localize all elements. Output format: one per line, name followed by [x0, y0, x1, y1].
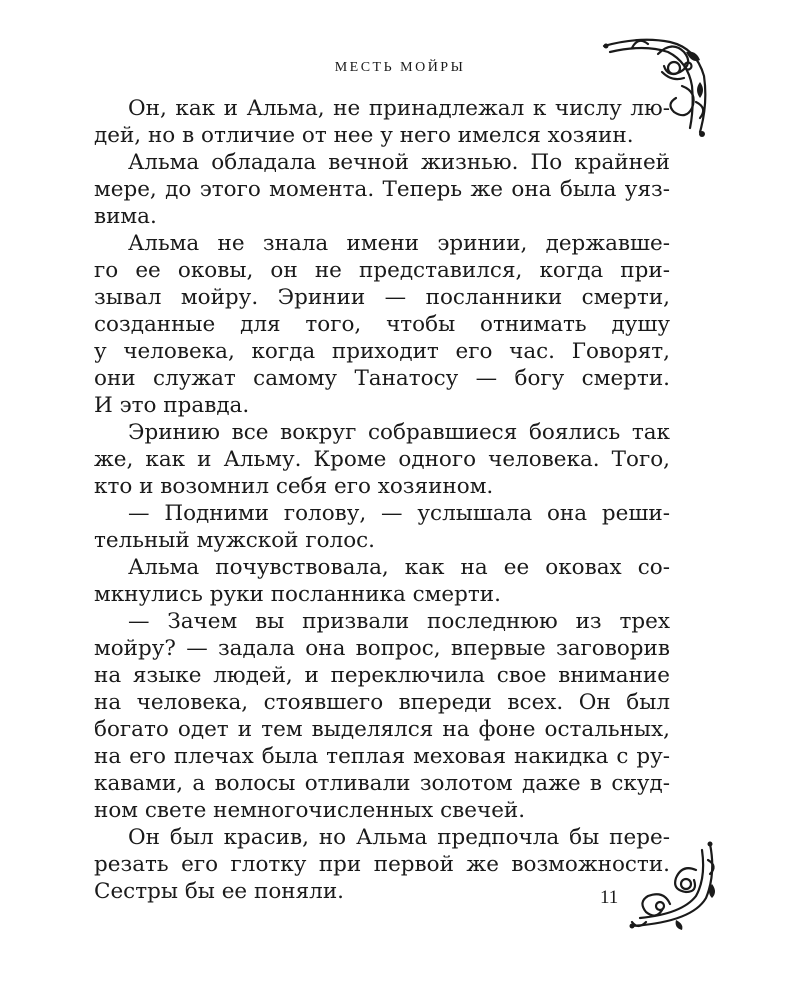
- text-line: мере, до этого момента. Теперь же она была уяз-: [94, 177, 670, 202]
- text-line: они служат самому Танатосу — богу смерти.: [94, 366, 670, 391]
- paragraph: [94, 149, 670, 230]
- paragraph: [94, 419, 670, 500]
- text-line: у человека, когда приходит его час. Говорят,: [94, 339, 670, 364]
- paragraph: [94, 554, 670, 608]
- text-line: Альма не знала имени эринии, державше-: [128, 231, 670, 256]
- text-line: кто и возомнил себя его хозяином.: [94, 474, 494, 499]
- text-line: — Подними голову, — услышала она реши-: [128, 501, 670, 526]
- text-line: мкнулись руки посланника смерти.: [94, 582, 501, 607]
- text-line: на его плечах была теплая меховая накидка с ру-: [94, 744, 670, 769]
- text-line: созданные для того, чтобы отнимать душу: [94, 312, 670, 337]
- text-line: Альма обладала вечной жизнью. По крайней: [128, 150, 670, 175]
- page-number: 11: [600, 887, 619, 908]
- text-block: [94, 95, 670, 905]
- paragraph: [94, 230, 670, 419]
- paragraph: [94, 500, 670, 554]
- text-line: ном свете немногочисленных свечей.: [94, 798, 526, 823]
- paragraph: [94, 824, 670, 905]
- text-line: же, как и Альму. Кроме одного человека. Того,: [94, 447, 670, 472]
- text-line: резать его глотку при первой же возможности.: [94, 852, 670, 877]
- text-line: Он был красив, но Альма предпочла бы пере-: [128, 825, 670, 850]
- text-line: Сестры бы ее поняли.: [94, 879, 344, 904]
- text-line: на человека, стоявшего впереди всех. Он был: [94, 690, 670, 715]
- text-line: — Зачем вы призвали последнюю из трех: [128, 609, 670, 634]
- text-line: вима.: [94, 204, 157, 229]
- text-line: дей, но в отличие от нее у него имелся хозяин.: [94, 123, 634, 148]
- text-line: кавами, а волосы отливали золотом даже в скуд-: [94, 771, 670, 796]
- text-line: го ее оковы, он не представился, когда при-: [94, 258, 670, 283]
- text-line: зывал мойру. Эринии — посланники смерти,: [94, 285, 670, 310]
- corner-ornament-icon: [626, 840, 718, 932]
- text-line: тельный мужской голос.: [94, 528, 376, 553]
- text-line: Альма почувствовала, как на ее оковах со-: [128, 555, 670, 580]
- text-line: И это правда.: [94, 393, 250, 418]
- text-line: богато одет и тем выделялся на фоне остальных,: [94, 717, 670, 742]
- text-line: мойру? — задала она вопрос, впервые заговорив: [94, 636, 670, 661]
- text-line: Эринию все вокруг собравшиеся боялись так: [128, 420, 670, 445]
- text-line: Он, как и Альма, не принадлежал к числу лю-: [128, 96, 670, 121]
- running-head: МЕСТЬ МОЙРЫ: [334, 60, 466, 75]
- text-line: на языке людей, и переключила свое внимание: [94, 663, 670, 688]
- paragraph: [94, 608, 670, 824]
- paragraph: [94, 95, 670, 149]
